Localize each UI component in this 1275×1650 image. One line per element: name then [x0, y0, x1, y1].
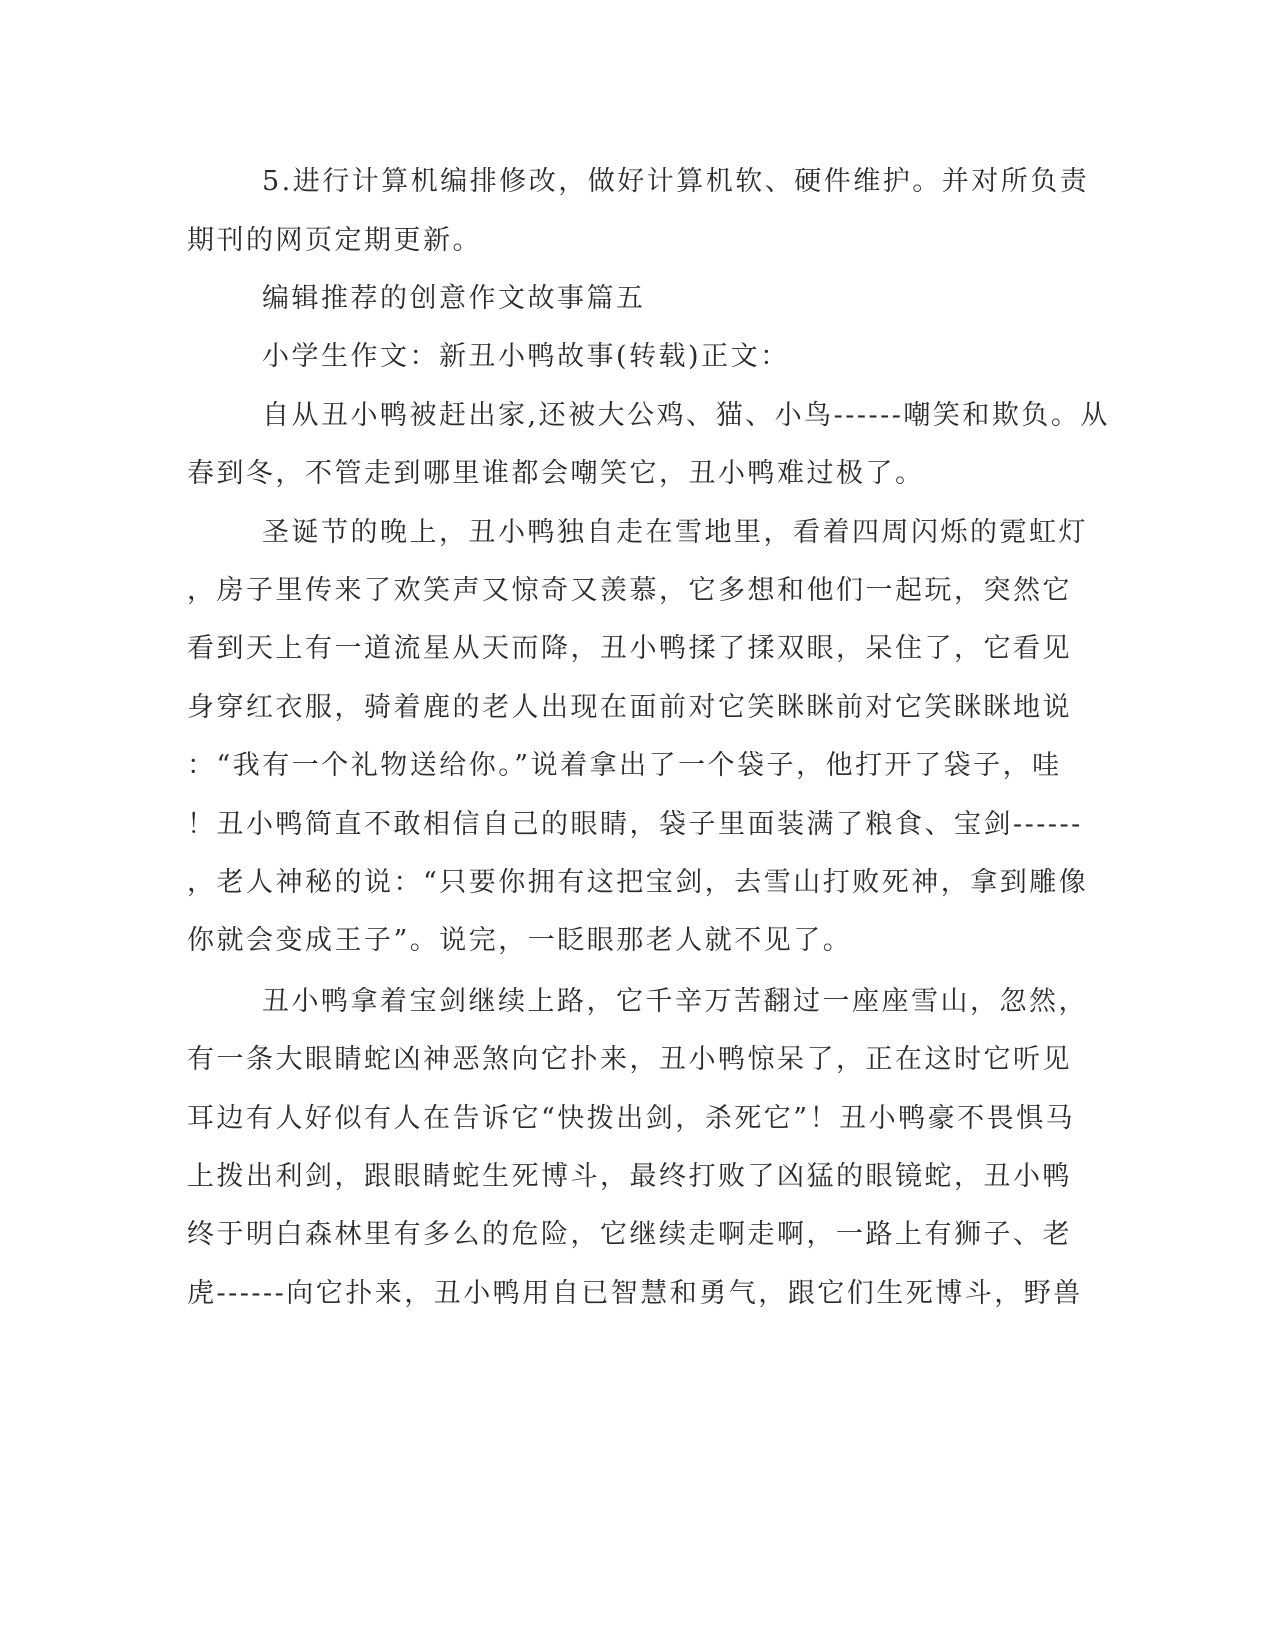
body-text-line: 有一条大眼睛蛇凶神恶煞向它扑来，丑小鸭惊呆了，正在这时它听见 [187, 1044, 1072, 1075]
body-text-line: 看到天上有一道流星从天而降，丑小鸭揉了揉双眼，呆住了，它看见 [187, 633, 1072, 664]
body-text-line: 圣诞节的晚上，丑小鸭独自走在雪地里，看着四周闪烁的霓虹灯 [262, 517, 1088, 548]
body-text-line: 期刊的网页定期更新。 [187, 225, 482, 256]
body-text-line: 上拨出利剑，跟眼睛蛇生死博斗，最终打败了凶猛的眼镜蛇，丑小鸭 [187, 1161, 1072, 1192]
essay-title: 小学生作文：新丑小鸭故事(转载)正文： [262, 341, 790, 372]
body-text-line: 丑小鸭拿着宝剑继续上路，它千辛万苦翻过一座座雪山，忽然， [262, 986, 1088, 1017]
body-text-line: ，老人神秘的说：“只要你拥有这把宝剑，去雪山打败死神，拿到雕像 [187, 867, 1089, 898]
body-text-line: 虎------向它扑来，丑小鸭用自已智慧和勇气，跟它们生死博斗，野兽 [187, 1278, 1083, 1309]
body-text-line: 5.进行计算机编排修改，做好计算机软、硬件维护。并对所负责 [262, 166, 1090, 197]
body-text-line: ！丑小鸭简直不敢相信自己的眼睛，袋子里面装满了粮食、宝剑------ [187, 809, 1083, 840]
body-text-line: 春到冬，不管走到哪里谁都会嘲笑它，丑小鸭难过极了。 [187, 458, 925, 489]
body-text-line: 终于明白森林里有多么的危险，它继续走啊走啊，一路上有狮子、老 [187, 1219, 1072, 1250]
body-text-line: 自从丑小鸭被赶出家,还被大公鸡、猫、小鸟------嘲笑和欺负。从 [262, 400, 1110, 431]
section-heading: 编辑推荐的创意作文故事篇五 [262, 283, 646, 314]
body-text-line: ：“我有一个礼物送给你。”说着拿出了一个袋子，他打开了袋子，哇 [187, 750, 1062, 781]
body-text-line: 耳边有人好似有人在告诉它“快拨出剑，杀死它”！丑小鸭豪不畏惧马 [187, 1103, 1076, 1134]
body-text-line: ，房子里传来了欢笑声又惊奇又羡慕，它多想和他们一起玩，突然它 [187, 575, 1072, 606]
body-text-line: 身穿红衣服，骑着鹿的老人出现在面前对它笑眯眯前对它笑眯眯地说 [187, 692, 1072, 723]
body-text-line: 你就会变成王子”。说完，一眨眼那老人就不见了。 [187, 925, 853, 956]
